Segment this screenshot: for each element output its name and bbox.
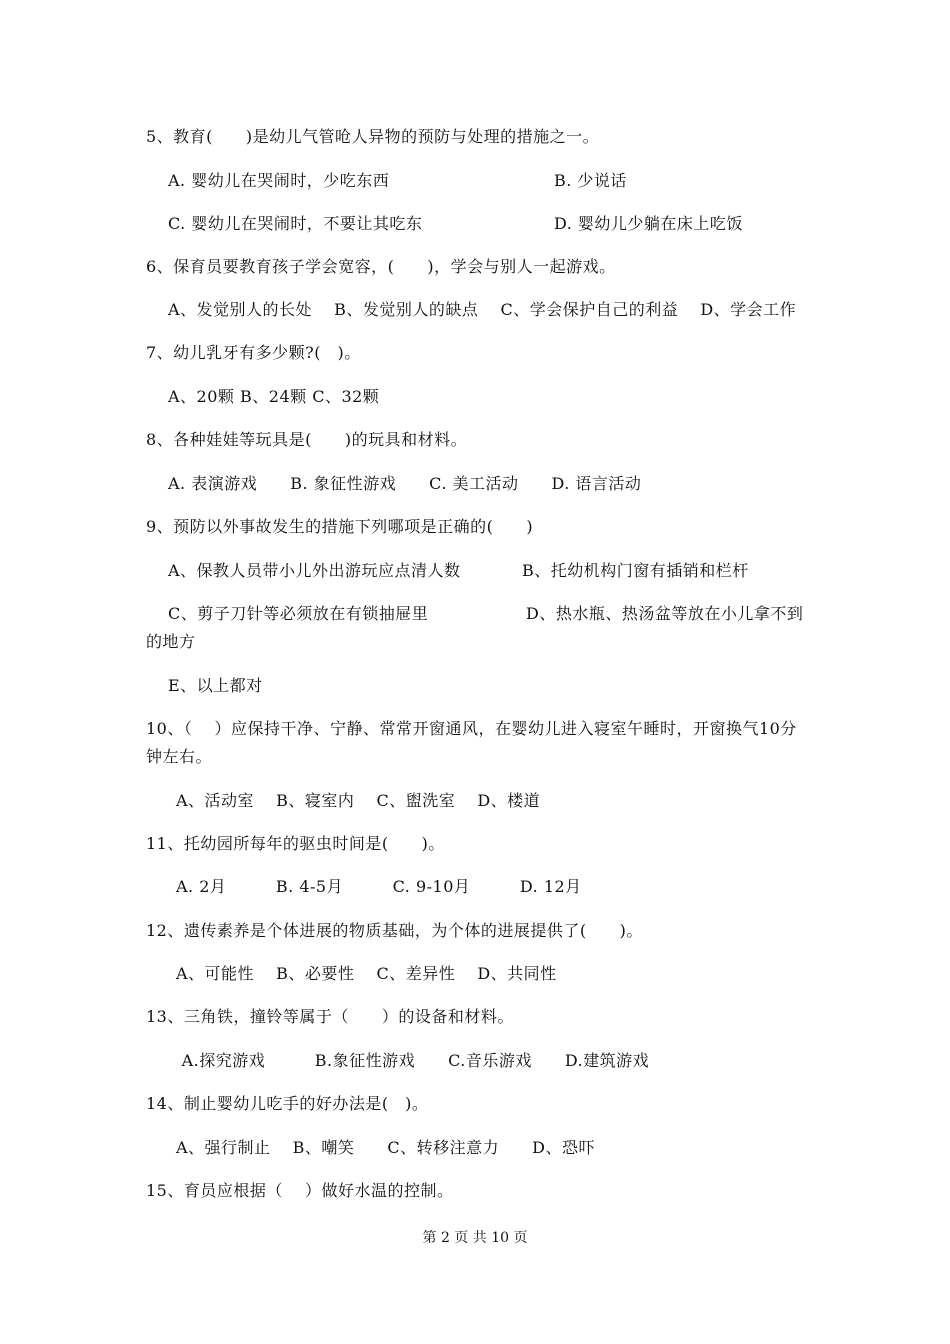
question-10-cont: 钟左右。: [146, 747, 213, 766]
question-6: 6、保育员要教育孩子学会宽容，( )，学会与别人一起游戏。: [146, 257, 616, 276]
question-10: 10、（ ）应保持干净、宁静、常常开窗通风，在婴幼儿进入寝室午睡时，开窗换气10分: [146, 719, 797, 738]
option-5c: C. 婴幼儿在哭闹时，不要让其吃东: [168, 214, 423, 233]
options-6: A、发觉别人的长处 B、发觉别人的缺点 C、学会保护自己的利益 D、学会工作: [168, 300, 797, 319]
question-12: 12、遗传素养是个体进展的物质基础，为个体的进展提供了( )。: [146, 921, 643, 940]
options-13: A.探究游戏 B.象征性游戏 C.音乐游戏 D.建筑游戏: [176, 1051, 650, 1070]
option-9d: D、热水瓶、热汤盆等放在小儿拿不到: [526, 604, 804, 623]
option-9c: C、剪子刀针等必须放在有锁抽屉里: [168, 604, 429, 623]
question-15: 15、育员应根据（ ）做好水温的控制。: [146, 1181, 454, 1200]
options-14: A、强行制止 B、嘲笑 C、转移注意力 D、恐吓: [176, 1138, 595, 1157]
question-11: 11、托幼园所每年的驱虫时间是( )。: [146, 834, 445, 853]
question-5: 5、教育( )是幼儿气管呛人异物的预防与处理的措施之一。: [146, 127, 600, 146]
options-12: A、可能性 B、必要性 C、差异性 D、共同性: [176, 964, 557, 983]
question-9: 9、预防以外事故发生的措施下列哪项是正确的( ): [146, 517, 534, 536]
option-9a: A、保教人员带小儿外出游玩应点清人数: [168, 561, 461, 580]
option-9e: E、以上都对: [168, 676, 263, 695]
question-8: 8、各种娃娃等玩具是( )的玩具和材料。: [146, 430, 468, 449]
options-11: A. 2月 B. 4-5月 C. 9-10月 D. 12月: [176, 877, 582, 896]
option-5d: D. 婴幼儿少躺在床上吃饭: [554, 214, 743, 233]
options-10: A、活动室 B、寝室内 C、盥洗室 D、楼道: [176, 791, 541, 810]
page-footer: 第 2 页 共 10 页: [422, 1230, 528, 1246]
question-14: 14、制止婴幼儿吃手的好办法是( )。: [146, 1094, 429, 1113]
options-8: A. 表演游戏 B. 象征性游戏 C. 美工活动 D. 语言活动: [168, 474, 642, 493]
question-7: 7、幼儿乳牙有多少颗?( )。: [146, 343, 361, 362]
question-13: 13、三角铁，撞铃等属于（ ）的设备和材料。: [146, 1007, 514, 1026]
option-5a: A. 婴幼儿在哭闹时，少吃东西: [168, 171, 390, 190]
options-7: A、20颗 B、24颗 C、32颗: [168, 387, 380, 406]
option-9b: B、托幼机构门窗有插销和栏杆: [522, 561, 749, 580]
option-9d-cont: 的地方: [146, 632, 196, 651]
option-5b: B. 少说话: [554, 171, 627, 190]
